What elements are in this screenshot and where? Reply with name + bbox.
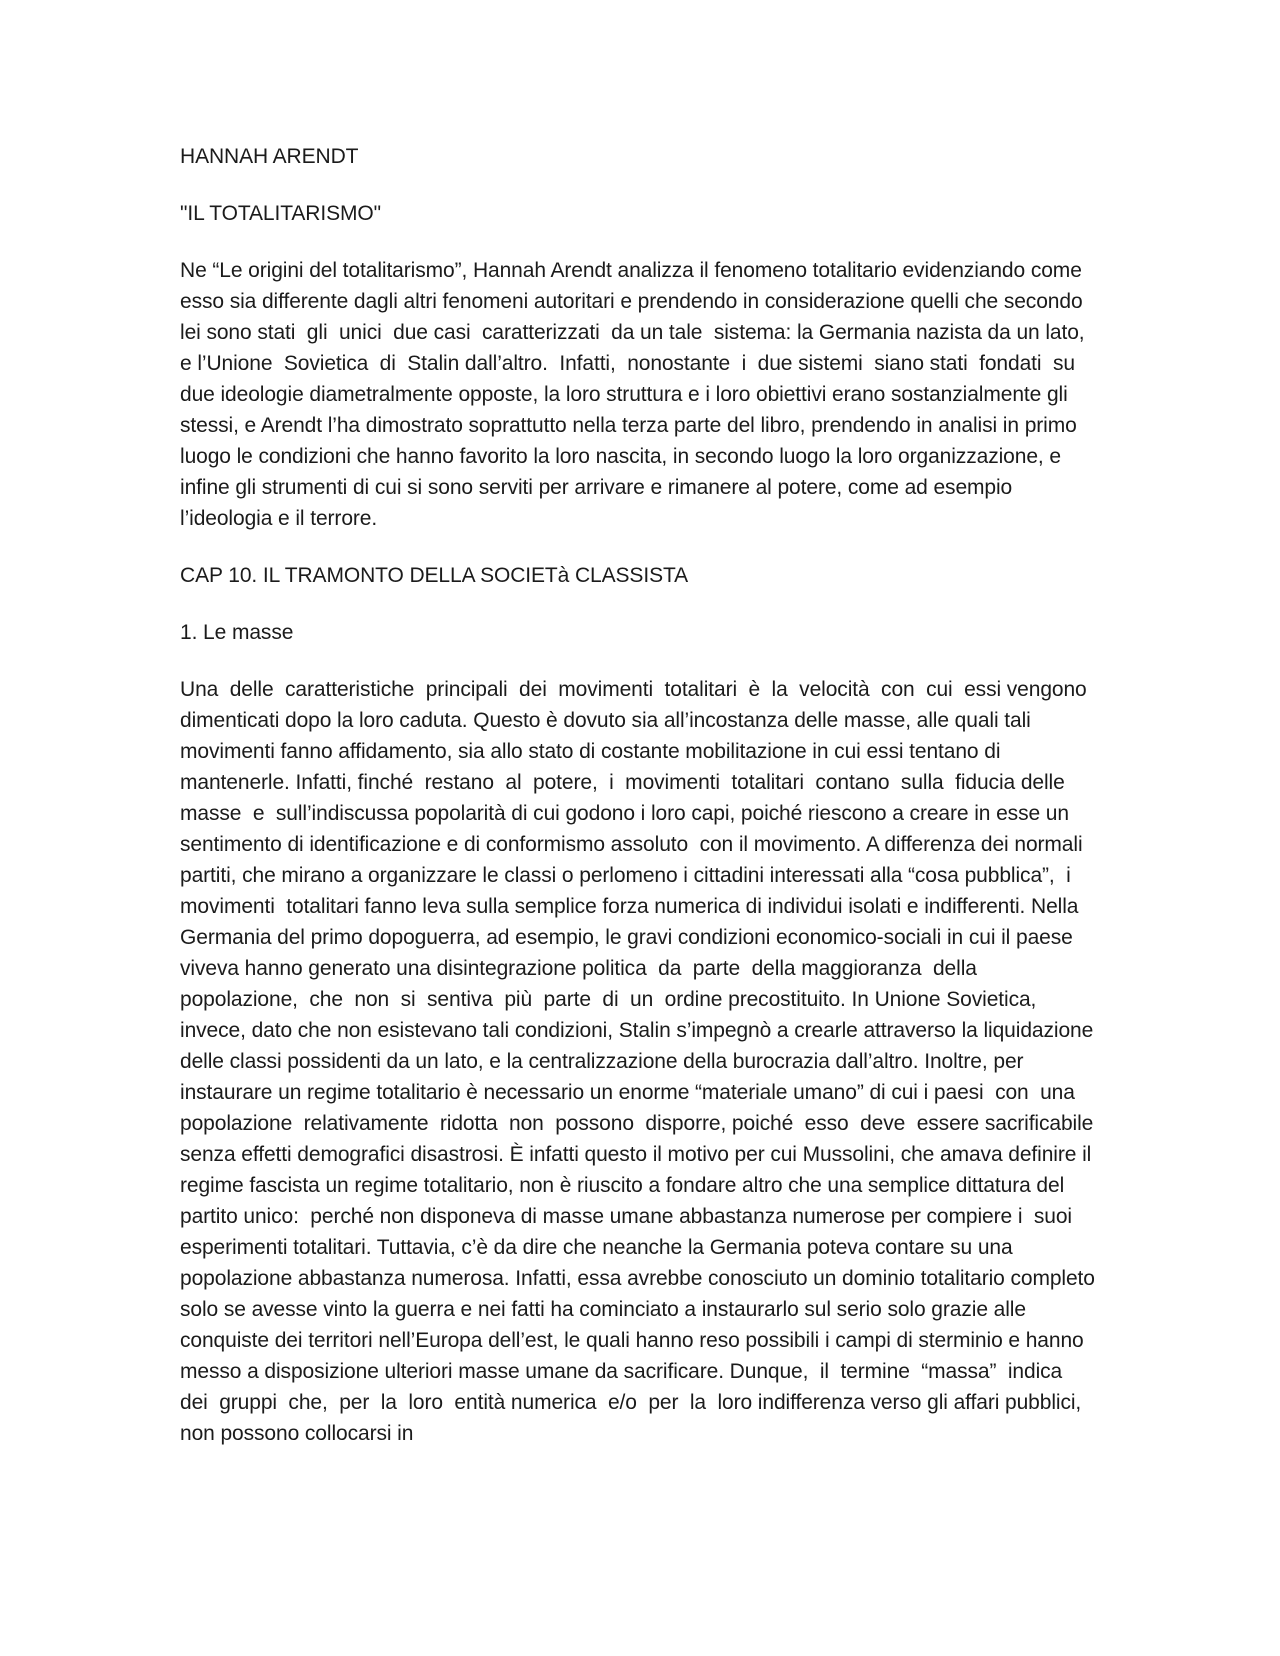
chapter-heading: CAP 10. IL TRAMONTO DELLA SOCIETà CLASSISTA: [180, 564, 689, 587]
body-paragraph: Una delle caratteristiche principali dei movimenti totalitari è la velocità con cui essi vengono dimenticati dopo la loro caduta. Questo è dovuto sia all’incostanza delle masse, alle quali tali movimenti fanno affidamento, sia allo stato di costante mobilitazione in cui essi tentano di mantenerle. Infatti, finché restano al potere, i movimenti totalitari contano sulla fiducia delle masse e sull’indiscussa popolarità di cui godono i loro capi, poiché riescono a creare in esse un sentimento di identificazione e di conformismo assoluto con il movimento. A differenza dei normali partiti, che mirano a organizzare le classi o perlomeno i cittadini interessati alla “cosa pubblica”, i movimenti totalitari fanno leva sulla semplice forza numerica di individui isolati e indifferenti. Nella Germania del primo dopoguerra, ad esempio, le gravi condizioni economico-sociali in cui il paese viveva hanno generato una disintegrazione politica da parte della maggioranza della popolazione, che non si sentiva più parte di un ordine precostituito. In Unione Sovietica, invece, dato che non esistevano tali condizioni, Stalin s’impegnò a crearle attraverso la liquidazione delle classi possidenti da un lato, e la centralizzazione della burocrazia dall’altro. Inoltre, per instaurare un regime totalitario è necessario un enorme “materiale umano” di cui i paesi con una popolazione relativamente ridotta non possono disporre, poiché esso deve essere sacrificabile senza effetti demografici disastrosi. È infatti questo il motivo per cui Mussolini, che amava definire il regime fascista un regime totalitario, non è riuscito a fondare altro che una semplice dittatura del partito unico: perché non disponeva di masse umane abbastanza numerose per compiere i suoi esperimenti totalitari. Tuttavia, c’è da dire che neanche la Germania poteva contare su una popolazione abbastanza numerosa. Infatti, essa avrebbe conosciuto un dominio totalitario completo solo se avesse vinto la guerra e nei fatti ha cominciato a instaurarlo sul serio solo grazie alle conquiste dei territori nell’Europa dell’est, le quali hanno reso possibili i campi di sterminio e hanno messo a disposizione ulteriori masse umane da sacrificare. Dunque, il termine “massa” indica dei gruppi che, per la loro entità numerica e/o per la loro indifferenza verso gli affari pubblici, non possono collocarsi in: [180, 678, 1101, 1445]
book-title-heading: "IL TOTALITARISMO": [180, 202, 381, 225]
intro-paragraph: Ne “Le origini del totalitarismo”, Hannah Arendt analizza il fenomeno totalitario evidenziando come esso sia differente dagli altri fenomeni autoritari e prendendo in considerazione quelli che secondo lei sono stati gli unici due casi caratterizzati da un tale sistema: la Germania nazista da un lato, e l’Unione Sovietica di Stalin dall’altro. Infatti, nonostante i due sistemi siano stati fondati su due ideologie diametralmente opposte, la loro struttura e i loro obiettivi erano sostanzialmente gli stessi, e Arendt l’ha dimostrato soprattutto nella terza parte del libro, prendendo in analisi in primo luogo le condizioni che hanno favorito la loro nascita, in secondo luogo la loro organizzazione, e infine gli strumenti di cui si sono serviti per arrivare e rimanere al potere, come ad esempio l’ideologia e il terrore.: [180, 259, 1097, 530]
author-heading: HANNAH ARENDT: [180, 145, 359, 168]
section-heading: 1. Le masse: [180, 621, 294, 644]
